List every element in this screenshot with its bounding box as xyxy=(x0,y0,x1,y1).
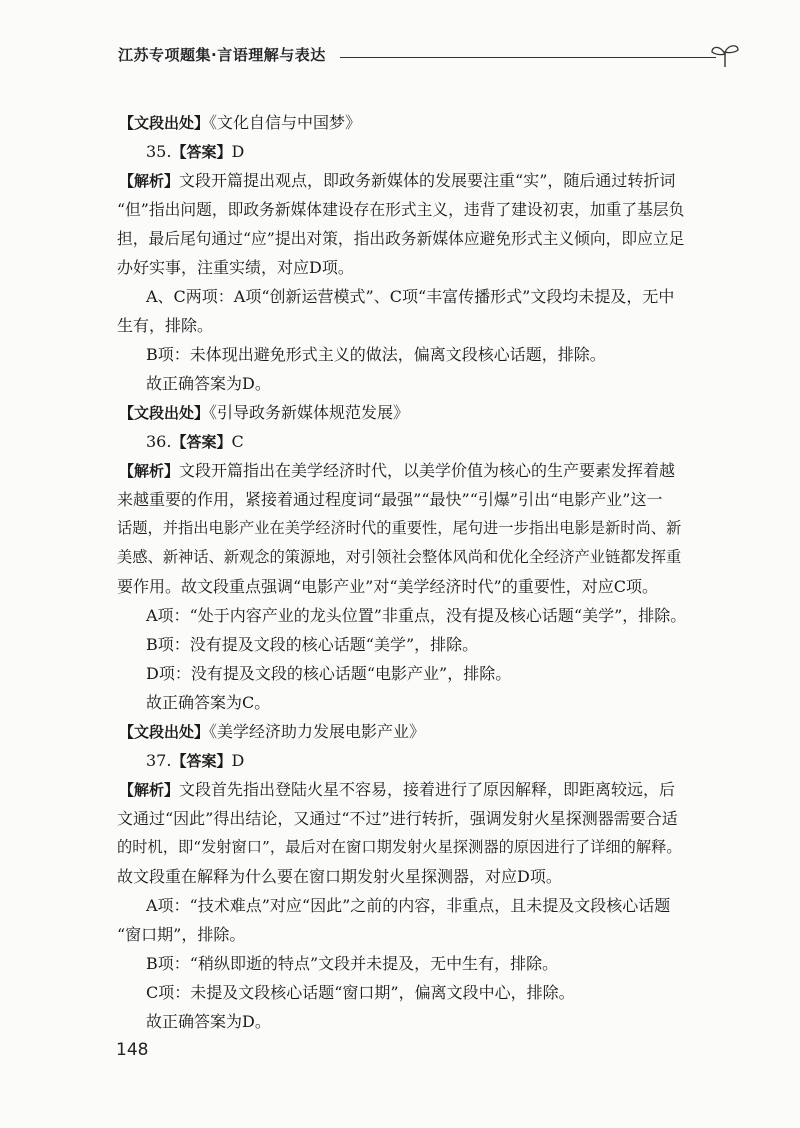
line-text: “但”指出问题，即政务新媒体建设存在形式主义，违背了建设初衷，加重了基层负 xyxy=(117,200,685,219)
line-text: A项：“处于内容产业的龙头位置”非重点，没有提及核心话题“美学”，排除。 xyxy=(146,606,687,625)
line-text: B项：“稍纵即逝的特点”文段并未提及，无中生有，排除。 xyxy=(146,954,559,973)
answer-explanations xyxy=(117,108,687,1036)
line-text: 文段开篇指出在美学经济时代，以美学价值为核心的生产要素发挥着越 xyxy=(179,461,676,480)
text-line xyxy=(117,427,687,456)
text-line xyxy=(117,862,687,891)
section-tag: 【文段出处】 xyxy=(119,723,210,741)
section-tag: 【文段出处】 xyxy=(119,404,210,422)
page-number: 148 xyxy=(116,1040,149,1060)
line-text: 故正确答案为C。 xyxy=(146,693,271,712)
line-text: 办好实事，注重实绩，对应D项。 xyxy=(117,258,354,277)
text-line xyxy=(117,369,687,398)
running-header xyxy=(118,42,738,70)
text-line xyxy=(117,775,687,804)
running-header-title: 江苏专项题集·言语理解与表达 xyxy=(118,46,326,64)
section-tag: 【答案】 xyxy=(171,143,232,161)
text-line xyxy=(117,1007,687,1036)
question-number: 35. xyxy=(146,142,172,161)
text-line xyxy=(117,195,687,224)
sprout-icon xyxy=(710,42,740,68)
section-tag: 【文段出处】 xyxy=(119,114,210,132)
line-text: A、C两项：A项“创新运营模式”、C项“丰富传播形式”文段均未提及，无中 xyxy=(146,287,675,306)
text-line xyxy=(117,543,687,572)
text-line xyxy=(117,978,687,1007)
text-line xyxy=(117,514,687,543)
line-text: “窗口期”，排除。 xyxy=(117,925,246,944)
text-line xyxy=(117,949,687,978)
line-text: 要作用。故文段重点强调“电影产业”对“美学经济时代”的重要性，对应C项。 xyxy=(117,577,658,596)
text-line xyxy=(117,659,687,688)
section-tag: 【解析】 xyxy=(119,172,180,190)
line-text: B项：未体现出避免形式主义的做法，偏离文段核心话题，排除。 xyxy=(146,345,606,364)
line-text: 文通过“因此”得出结论，又通过“不过”进行转折，强调发射火星探测器需要合适 xyxy=(117,809,678,828)
text-line xyxy=(117,282,687,311)
text-line xyxy=(117,108,687,137)
question-number: 37. xyxy=(146,751,172,770)
line-text: 话题，并指出电影产业在美学经济时代的重要性，尾句进一步指出电影是新时尚、新 xyxy=(117,519,682,537)
line-text: 《美学经济助力发展电影产业》 xyxy=(209,722,426,741)
text-line xyxy=(117,572,687,601)
line-text: A项：“技术难点”对应“因此”之前的内容，非重点，且未提及文段核心话题 xyxy=(146,896,671,915)
text-line xyxy=(117,456,687,485)
line-text: 文段开篇提出观点，即政务新媒体的发展要注重“实”，随后通过转折词 xyxy=(179,171,676,190)
text-line xyxy=(117,920,687,949)
line-text: D项：没有提及文段的核心话题“电影产业”，排除。 xyxy=(146,664,512,683)
text-line xyxy=(117,833,687,862)
text-line xyxy=(117,398,687,427)
text-line xyxy=(117,746,687,775)
line-text: B项：没有提及文段的核心话题“美学”，排除。 xyxy=(146,635,479,654)
text-line xyxy=(117,340,687,369)
text-line xyxy=(117,630,687,659)
text-line xyxy=(117,804,687,833)
line-text: 来越重要的作用，紧接着通过程度词“最强”“最快”“引爆”引出“电影产业”这一 xyxy=(117,490,663,509)
line-text: 的时机，即“发射窗口”，最后对在窗口期发射火星探测器的原因进行了详细的解释。 xyxy=(117,838,682,856)
line-text: 生有，排除。 xyxy=(117,316,214,335)
section-tag: 【答案】 xyxy=(171,433,232,451)
line-text: D xyxy=(231,751,245,770)
line-text: 故正确答案为D。 xyxy=(146,374,271,393)
text-line xyxy=(117,601,687,630)
line-text: 担，最后尾句通过“应”提出对策，指出政务新媒体应避免形式主义倾向，即应立足 xyxy=(117,229,685,248)
line-text: 文段首先指出登陆火星不容易，接着进行了原因解释，即距离较远，后 xyxy=(179,780,676,799)
line-text: C xyxy=(231,432,244,451)
section-tag: 【答案】 xyxy=(171,752,232,770)
text-line xyxy=(117,688,687,717)
text-line xyxy=(117,166,687,195)
header-rule xyxy=(340,57,716,58)
text-line xyxy=(117,311,687,340)
text-line xyxy=(117,717,687,746)
text-line xyxy=(117,891,687,920)
section-tag: 【解析】 xyxy=(119,781,180,799)
line-text: 美感、新神话、新观念的策源地，对引领社会整体风尚和优化全经济产业链都发挥重 xyxy=(117,548,682,566)
line-text: D xyxy=(231,142,245,161)
text-line xyxy=(117,485,687,514)
section-tag: 【解析】 xyxy=(119,462,180,480)
line-text: 《引导政务新媒体规范发展》 xyxy=(209,403,410,422)
line-text: 《文化自信与中国梦》 xyxy=(209,113,362,132)
text-line xyxy=(117,224,687,253)
text-line xyxy=(117,253,687,282)
line-text: C项：未提及文段核心话题“窗口期”，偏离文段中心，排除。 xyxy=(146,983,575,1002)
line-text: 故文段重在解释为什么要在窗口期发射火星探测器，对应D项。 xyxy=(117,867,562,886)
line-text: 故正确答案为D。 xyxy=(146,1012,271,1031)
question-number: 36. xyxy=(146,432,172,451)
text-line xyxy=(117,137,687,166)
